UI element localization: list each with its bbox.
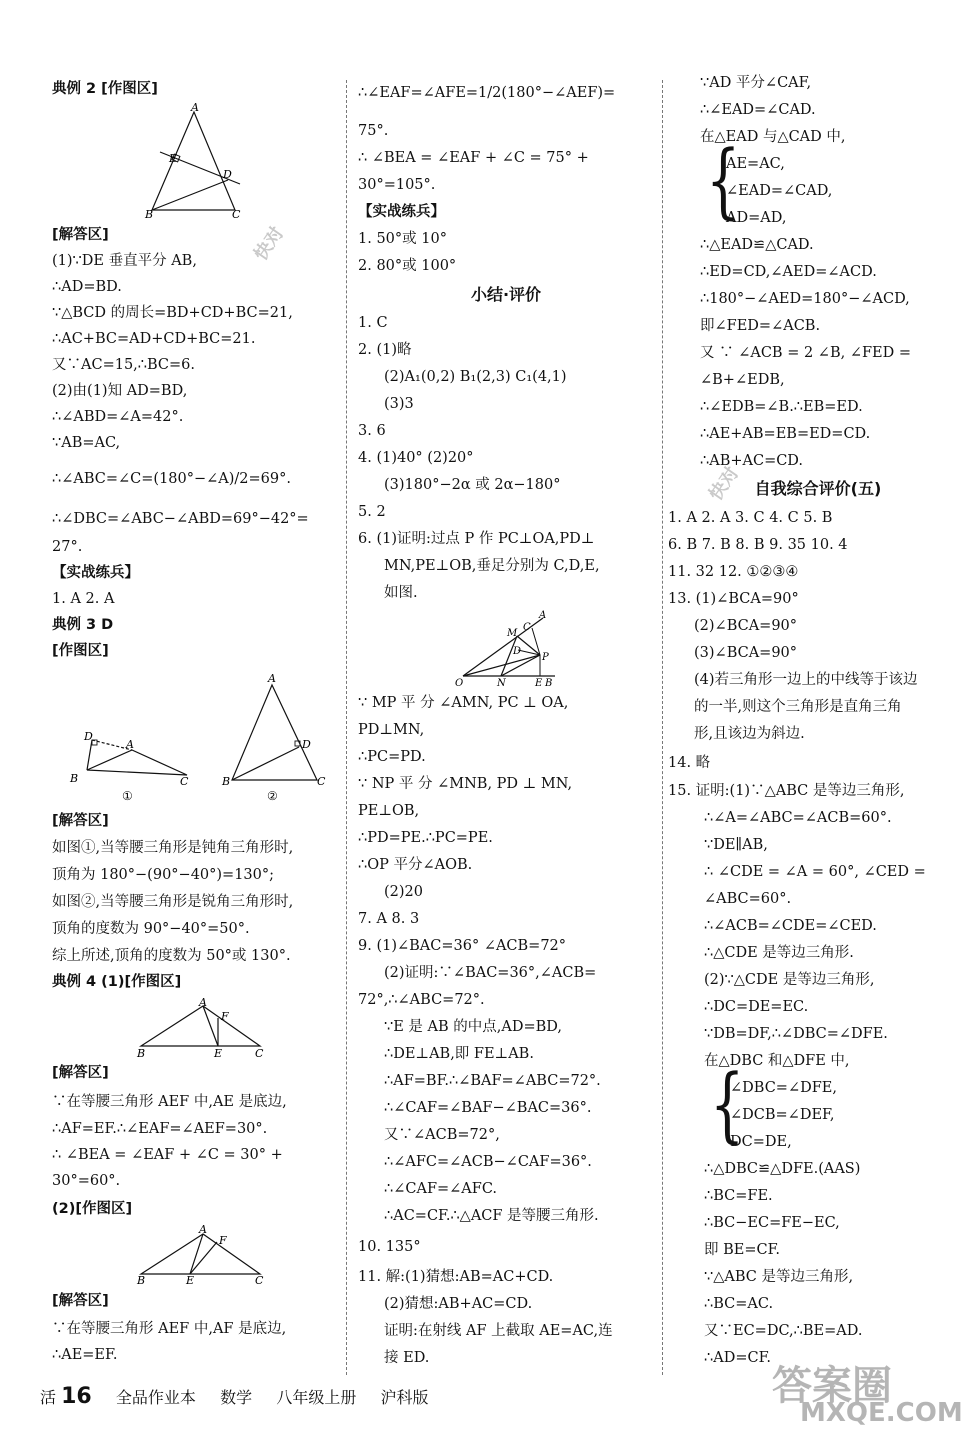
text-line: (2)由(1)知 AD=BD, [52,383,188,399]
label-n: N [497,678,506,688]
label-c: C [255,1274,264,1286]
watermark-daanquan: 答案圈 [772,1363,892,1409]
text-line: ∴∠CAF=∠BAF−∠BAC=36°. [384,1100,592,1116]
text-line: 1. 50°或 10° [358,231,447,247]
text-line: 2. (1)略 [358,342,412,358]
text-line: 在△DBC 和△DFE 中, [704,1053,850,1069]
text-line: 即 BE=CF. [704,1242,781,1258]
text-line: ∴∠EAD=∠CAD. [700,102,816,118]
page-footer [40,1384,429,1411]
text-line: 72°,∴∠ABC=72°. [358,992,485,1008]
text-line: 11. 解:(1)猜想:AB=AC+CD. [358,1269,554,1285]
text-line: ∴AD=BD. [52,279,122,295]
text-line: 5. 2 [358,504,386,520]
text-line: ∠DBC=∠DFE, [730,1080,837,1096]
text-line: ∵AD 平分∠CAF, [700,75,812,91]
label-d: D [302,738,311,751]
text-line: ∴DE⊥AB,即 FE⊥AB. [384,1046,534,1062]
text-line: 又∵∠ACB=72°, [384,1127,500,1143]
figure-example-2 [140,102,260,222]
figure-example-4-part2 [135,1222,270,1286]
text-line: 9. (1)∠BAC=36° ∠ACB=72° [358,938,567,954]
text-line: ∵DB=DF,∴∠DBC=∠DFE. [704,1026,888,1042]
column-divider-right [662,80,663,1375]
text-line: 4. (1)40° (2)20° [358,450,474,466]
label-c: C [317,775,326,788]
label-b: B [222,775,231,788]
text-line: (2)∵△CDE 是等边三角形, [704,972,875,988]
text-line: (2)A₁(0,2) B₁(2,3) C₁(4,1) [384,369,567,385]
text-line: ∴BC=AC. [704,1296,774,1312]
text-line: 综上所述,顶角的度数为 50°或 130°. [52,948,291,964]
text-line: (4)若三角形一边上的中线等于该边 [694,672,918,688]
text-line: ∠DCB=∠DEF, [730,1107,835,1123]
label-p: P [542,652,549,663]
text-line: 7. A 8. 3 [358,911,420,927]
figure-example-3 [62,670,332,810]
footer-page-number: 16 [61,1384,92,1409]
label-d: D [513,646,522,657]
watermark-kuaidui: 快对 [705,463,744,505]
text-line: ∴∠EDB=∠B.∴EB=ED. [700,399,863,415]
text-line: 75°. [358,123,389,139]
system-brace: { [706,133,741,228]
text-line: 又 ∵ ∠ACB = 2 ∠B, ∠FED = [700,345,911,361]
text-line: 如图②,当等腰三角形是锐角三角形时, [52,894,294,910]
label-a: A [191,102,199,114]
label-e: E [214,1047,223,1060]
text-line: ∴PC=PD. [358,749,426,765]
text-line: ∵△BCD 的周长=BD+CD+BC=21, [52,305,293,321]
text-line: (3)3 [384,396,414,412]
text-line: 顶角为 180°−(90°−40°)=130°; [52,867,275,883]
text-line: DC=DE, [730,1134,792,1150]
text-line: ∠B+∠EDB, [700,372,785,388]
text-line: 证明:在射线 AF 上截取 AE=AC,连 [384,1323,613,1339]
text-line: AD=AD, [726,210,787,226]
label-f: F [219,1234,227,1247]
text-line: 的一半,则这个三角形是直角三角 [694,699,902,715]
text-line: ∵AB=AC, [52,435,121,451]
text-line: ∠ABC=60°. [704,891,792,907]
text-line: ∴ ∠BEA = ∠EAF + ∠C = 30° + [52,1147,283,1163]
text-line: 顶角的度数为 90°−40°=50°. [52,921,250,937]
text-line: ∵ NP 平 分 ∠MNB, PD ⊥ MN, [358,776,573,792]
text-line: 在△EAD 与△CAD 中, [700,129,846,145]
text-line: PD⊥MN, [358,722,425,738]
label-d: D [223,168,232,181]
text-line: ∴∠A=∠ABC=∠ACB=60°. [704,810,892,826]
text-line: ∴DC=DE=EC. [704,999,809,1015]
label-c: C [232,208,241,221]
label-a: A [199,1223,207,1236]
label-e: E [169,152,178,165]
text-line: 13. (1)∠BCA=90° [668,591,799,607]
label-a: A [268,672,276,685]
text-line: (3)∠BCA=90° [694,645,798,661]
answer-area-label: [解答区] [52,813,109,829]
text-line: ∴ ∠CDE = ∠A = 60°, ∠CED = [704,864,926,880]
text-line: ∴AE+AB=EB=ED=CD. [700,426,871,442]
label-m: M [507,628,518,639]
text-line: 6. B 7. B 8. B 9. 35 10. 4 [668,537,848,553]
text-line: ∴∠EAF=∠AFE=1/2(180°−∠AEF)= [358,85,616,101]
practice-heading: 【实战练兵】 [52,565,139,581]
text-line: ∴180°−∠AED=180°−∠ACD, [700,291,910,307]
text-line: 又∵AC=15,∴BC=6. [52,357,196,373]
text-line: ∵DE∥AB, [704,837,768,853]
text-line: 如图. [384,585,418,601]
text-line: 30°=60°. [52,1173,121,1189]
text-line: ∴ED=CD,∠AED=∠ACD. [700,264,877,280]
label-d: D [84,730,93,743]
text-line: 3. 6 [358,423,386,439]
label-b: B [70,772,79,785]
label-a: A [126,738,134,751]
figure-2-label: ② [267,789,278,803]
text-line: ∴∠CAF=∠AFC. [384,1181,498,1197]
text-line: 形,且该边为斜边. [694,726,805,742]
label-e: E [186,1274,195,1286]
text-line: 11. 32 12. ①②③④ [668,564,799,580]
label-a: A [199,996,207,1009]
text-line: ∴AC+BC=AD+CD+BC=21. [52,331,256,347]
text-line: 即∠FED=∠ACB. [700,318,821,334]
text-line: PE⊥OB, [358,803,420,819]
watermark-kuaidui: 快对 [250,223,289,265]
text-line: 如图①,当等腰三角形是钝角三角形时, [52,840,294,856]
text-line: ∠EAD=∠CAD, [726,183,833,199]
label-a: A [539,610,547,621]
label-b: B [545,678,553,688]
answer-area-label: [解答区] [52,227,109,243]
section-heading-summary: 小结·评价 [470,285,542,304]
text-line: 1. C [358,315,388,331]
text-line: ∵E 是 AB 的中点,AD=BD, [384,1019,562,1035]
text-line: 2. 80°或 100° [358,258,457,274]
text-line: (2)20 [384,884,423,900]
footer-grade: 八年级上册 [276,1388,357,1407]
text-line: AE=AC, [726,156,785,172]
figure-question-6 [455,608,565,688]
text-line: ∴∠AFC=∠ACB−∠CAF=36°. [384,1154,592,1170]
footer-book-title: 全品作业本 [115,1388,196,1407]
text-line: ∴AC=CF.∴△ACF 是等腰三角形. [384,1208,599,1224]
text-line: ∵在等腰三角形 AEF 中,AE 是底边, [52,1094,287,1110]
text-line: (3)180°−2α 或 2α−180° [384,477,561,493]
footer-edition: 沪科版 [380,1388,429,1407]
watermark-mxqe: MXQE.COM [800,1398,963,1428]
text-line: ∴AD=CF. [704,1350,771,1366]
text-line: 又∵EC=DC,∴BE=AD. [704,1323,863,1339]
text-line: ∴PD=PE.∴PC=PE. [358,830,493,846]
text-line: (2)∠BCA=90° [694,618,798,634]
text-line: ∴BC−EC=FE−EC, [704,1215,840,1231]
footer-subject: 数学 [220,1388,253,1407]
system-brace: { [710,1057,745,1152]
text-line: ∴△DBC≌△DFE.(AAS) [704,1161,861,1177]
text-line: MN,PE⊥OB,垂足分别为 C,D,E, [384,558,600,574]
example-3-heading: 典例 3 D [52,617,114,633]
answer-area-label: [解答区] [52,1065,109,1081]
figure-example-4-part1 [135,996,270,1060]
text-line: 6. (1)证明:过点 P 作 PC⊥OA,PD⊥ [358,531,595,547]
label-c: C [255,1047,264,1060]
text-line: (1)∵DE 垂直平分 AB, [52,253,197,269]
label-o: O [455,678,464,688]
text-line: ∴AE=EF. [52,1347,118,1363]
text-line: 1. A 2. A [52,591,115,607]
text-line: ∴ ∠BEA = ∠EAF + ∠C = 75° + [358,150,589,166]
text-line: ∴∠ABC=∠C=(180°−∠A)/2=69°. [52,471,291,487]
section-heading-self-evaluation: 自我综合评价(五) [754,479,882,498]
text-line: ∴△CDE 是等边三角形. [704,945,854,961]
drawing-area-label: [作图区] [52,643,109,659]
label-b: B [137,1047,146,1060]
text-line: 10. 135° [358,1239,421,1255]
text-line: ∴△EAD≌△CAD. [700,237,814,253]
text-line: ∴∠ACB=∠CDE=∠CED. [704,918,877,934]
text-line: ∴OP 平分∠AOB. [358,857,473,873]
label-c: C [180,775,189,788]
label-b: B [137,1274,146,1286]
footer-page-label: 活 [40,1388,57,1407]
text-line: ∵ MP 平 分 ∠AMN, PC ⊥ OA, [358,695,569,711]
text-line: (2)证明:∵∠BAC=36°,∠ACB= [384,965,597,981]
column-divider-left [346,80,347,1375]
text-line: ∵△ABC 是等边三角形, [704,1269,854,1285]
figure-1-label: ① [122,789,133,803]
text-line: ∴BC=FE. [704,1188,773,1204]
label-e: E [535,678,543,688]
text-line: 15. 证明:(1)∵△ABC 是等边三角形, [668,783,905,799]
text-line: ∴∠DBC=∠ABC−∠ABD=69°−42°= [52,511,309,527]
text-line: 14. 略 [668,755,711,771]
text-line: ∴AF=EF.∴∠EAF=∠AEF=30°. [52,1121,268,1137]
text-line: ∴AB+AC=CD. [700,453,804,469]
text-line: 1. A 2. A 3. C 4. C 5. B [668,510,833,526]
text-line: 接 ED. [384,1350,430,1366]
example-4-heading: 典例 4 (1)[作图区] [52,974,182,990]
example-2-heading: 典例 2 [作图区] [52,81,158,97]
label-b: B [145,208,154,221]
text-line: 30°=105°. [358,177,436,193]
text-line: 27°. [52,539,83,555]
label-f: F [221,1010,229,1023]
text-line: (2)猜想:AB+AC=CD. [384,1296,533,1312]
text-line: ∵在等腰三角形 AEF 中,AF 是底边, [52,1321,287,1337]
label-c: C [523,622,531,633]
text-line: ∴AF=BF.∴∠BAF=∠ABC=72°. [384,1073,601,1089]
practice-heading: 【实战练兵】 [358,204,445,220]
text-line: ∴∠ABD=∠A=42°. [52,409,184,425]
drawing-area-label: (2)[作图区] [52,1201,133,1217]
answer-area-label: [解答区] [52,1293,109,1309]
